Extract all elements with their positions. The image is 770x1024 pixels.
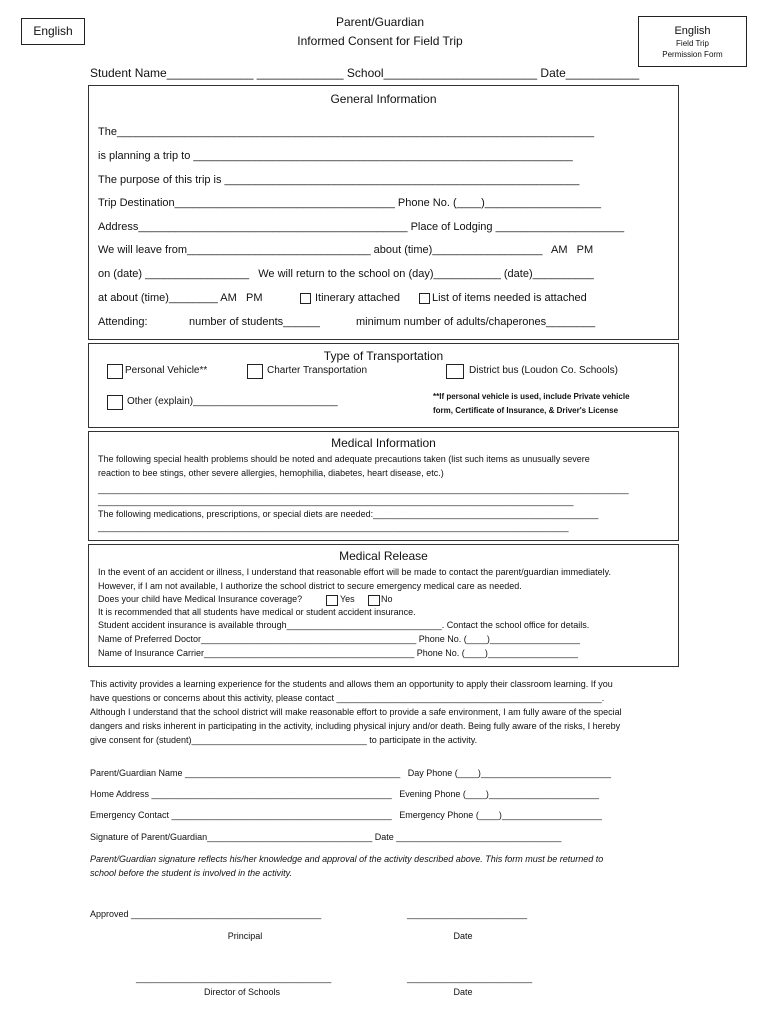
charter-checkbox[interactable] — [247, 364, 263, 379]
lang-right-line2: Field Trip — [676, 39, 709, 48]
release-line1: In the event of an accident or illness, I understand that reasonable effort will be made to contact the parent/guardian immediately. — [98, 567, 611, 577]
other-transport-field[interactable]: Other (explain)__________________________ — [127, 396, 338, 407]
signature-note-line2: school before the student is involved in the activity. — [90, 868, 292, 878]
parent-name-field[interactable]: Parent/Guardian Name ___________________________________________ Day Phone (____)__________________________ — [90, 768, 611, 778]
principal-date-label: Date — [453, 931, 473, 941]
consent-line3: Although I understand that the school district will make reasonable effort to provide a safe environment, I am fully aware of the special — [90, 707, 622, 717]
general-line[interactable]: on (date) _________________ We will return to the school on (day)___________ (date)__________ — [98, 268, 594, 280]
director-label: Director of Schools — [203, 987, 281, 997]
release-line2: However, if I am not available, I authorize the school district to secure emergency medical care as needed. — [98, 581, 522, 591]
other-transport-checkbox[interactable] — [107, 395, 123, 410]
attending-label: Attending: — [98, 316, 148, 328]
general-line[interactable]: at about (time)________ AM PM — [98, 292, 263, 304]
itinerary-label: Itinerary attached — [315, 292, 400, 304]
insurance-question: Does your child have Medical Insurance coverage? — [98, 594, 303, 604]
director-date-field[interactable]: _________________________ — [407, 973, 533, 983]
consent-line4: dangers and risks inherent in participating in the activity, including physical injury and/or death. Being fully aware of the risks, I hereby — [90, 721, 621, 731]
lang-right-line3: Permission Form — [662, 50, 723, 59]
items-list-checkbox[interactable] — [419, 293, 430, 304]
transportation-section — [88, 343, 679, 428]
items-list-label: List of items needed is attached — [432, 292, 587, 304]
general-line[interactable]: We will leave from______________________________ about (time)__________________ AM PM — [98, 244, 594, 256]
personal-vehicle-label: Personal Vehicle** — [125, 365, 208, 376]
section-title-medical-info: Medical Information — [331, 436, 436, 450]
medical-info-line2: reaction to bee stings, other severe allergies, hemophilia, diabetes, heart disease, etc.) — [98, 468, 444, 478]
director-signature-field[interactable]: _______________________________________ — [136, 973, 332, 983]
student-row[interactable]: Student Name_____________ _____________ School_______________________ Date___________ — [90, 66, 640, 80]
consent-line1: This activity provides a learning experience for the students and allows them an opportunity to apply their classroom learning. If you — [90, 679, 613, 689]
director-date-label: Date — [453, 987, 473, 997]
minimum-adults-field[interactable]: minimum number of adults/chaperones________ — [356, 316, 596, 328]
form-title-line2: Informed Consent for Field Trip — [297, 34, 463, 48]
form-title-line1: Parent/Guardian — [335, 15, 425, 29]
preferred-doctor-field[interactable]: Name of Preferred Doctor___________________________________________ Phone No. (____)__________________ — [98, 634, 580, 644]
parent-signature-field[interactable]: Signature of Parent/Guardian_________________________________ Date _________________________________ — [90, 832, 562, 842]
medical-info-blank2[interactable]: _______________________________________________________________________________________________ — [98, 496, 574, 506]
signature-note-line1: Parent/Guardian signature reflects his/her knowledge and approval of the activity described above. This form must be returned to — [90, 854, 604, 864]
accident-insurance-field[interactable]: Student accident insurance is available through_______________________________. Contact the school office for details. — [98, 620, 590, 630]
personal-vehicle-note-line1: **If personal vehicle is used, include Private vehicle — [433, 392, 630, 401]
emergency-contact-field[interactable]: Emergency Contact ____________________________________________ Emergency Phone (____)____________________ — [90, 810, 602, 820]
consent-line2[interactable]: have questions or concerns about this activity, please contact _____________________________________________________. — [90, 693, 605, 703]
itinerary-checkbox[interactable] — [300, 293, 311, 304]
medications-field[interactable]: The following medications, prescriptions, or special diets are needed:_____________________________________________ — [98, 509, 599, 519]
home-address-field[interactable]: Home Address ________________________________________________ Evening Phone (____)______________________ — [90, 789, 599, 799]
insurance-carrier-field[interactable]: Name of Insurance Carrier__________________________________________ Phone No. (____)__________________ — [98, 648, 578, 658]
medical-information-section — [88, 431, 679, 541]
general-line[interactable]: Address____________________________________________ Place of Lodging _____________________ — [98, 221, 625, 233]
release-line4: It is recommended that all students have medical or student accident insurance. — [98, 607, 416, 617]
consent-student-field[interactable]: give consent for (student)___________________________________ to participate in the activity. — [90, 735, 478, 745]
general-line[interactable]: is planning a trip to ______________________________________________________________ — [98, 150, 573, 162]
medical-info-line1: The following special health problems should be noted and adequate precautions taken (list such items as unusually severe — [98, 454, 590, 464]
principal-approval-field[interactable]: Approved ______________________________________ — [90, 909, 322, 919]
medical-info-blank1[interactable]: __________________________________________________________________________________________________________ — [98, 484, 629, 494]
general-line[interactable]: The purpose of this trip is __________________________________________________________ — [98, 174, 580, 186]
medical-release-section — [88, 544, 679, 667]
personal-vehicle-note-line2: form, Certificate of Insurance, & Driver's License — [433, 406, 619, 415]
section-title-transport: Type of Transportation — [323, 349, 444, 363]
section-title-general: General Information — [330, 92, 437, 106]
general-line[interactable]: Trip Destination____________________________________ Phone No. (____)___________________ — [98, 197, 601, 209]
district-bus-checkbox[interactable] — [446, 364, 464, 379]
general-line[interactable]: The______________________________________________________________________________ — [98, 126, 595, 138]
language-tag-right — [638, 16, 747, 67]
language-tag-left: English — [21, 18, 85, 45]
general-information-section — [88, 85, 679, 340]
insurance-yes-checkbox[interactable] — [326, 595, 338, 606]
number-of-students-field[interactable]: number of students______ — [189, 316, 320, 328]
insurance-no-label: No — [381, 594, 393, 604]
lang-right-line1: English — [674, 25, 711, 37]
section-title-medical-release: Medical Release — [339, 549, 428, 563]
medical-info-blank3[interactable]: ______________________________________________________________________________________________ — [98, 522, 569, 532]
district-bus-label: District bus (Loudon Co. Schools) — [469, 365, 618, 376]
personal-vehicle-checkbox[interactable] — [107, 364, 123, 379]
insurance-no-checkbox[interactable] — [368, 595, 380, 606]
charter-label: Charter Transportation — [267, 365, 368, 376]
insurance-yes-label: Yes — [340, 594, 355, 604]
principal-date-field[interactable]: ________________________ — [407, 909, 528, 919]
principal-label: Principal — [227, 931, 263, 941]
